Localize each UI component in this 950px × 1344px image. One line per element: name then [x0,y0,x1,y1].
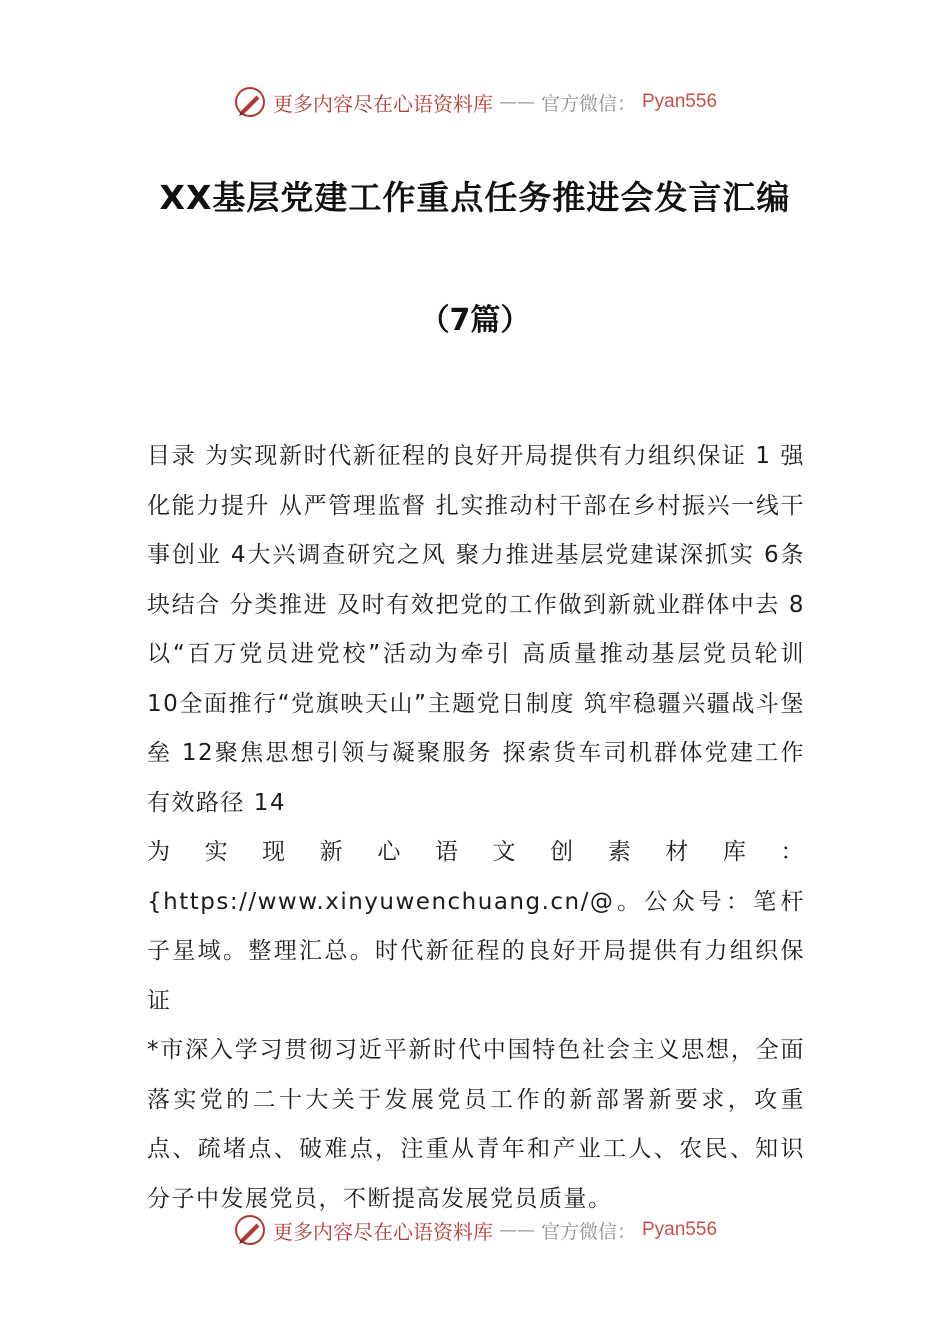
wechat-id: Pyan556 [642,1219,718,1240]
watermark-separator: —— [498,91,535,113]
body-paragraph: *市深入学习贯彻习近平新时代中国特色社会主义思想，全面落实党的二十大关于发展党员工作的新部署新要求，攻重点、疏堵点、破难点，注重从青年和产业工人、农民、知识分子中发展党员，不断提高发展党员质量。 [147,1037,805,1212]
source-note-paragraph: 为实现新心语文创素材库：{https://www.xinyuwenchuang.cn/@。公众号：笔杆子星域。整理汇总。时代新征程的良好开局提供有力组织保证 [147,839,805,1014]
document-subtitle: （7篇） [419,303,531,338]
wechat-label: 官方微信： [540,1220,636,1243]
watermark-separator: —— [498,1219,535,1241]
pen-logo-icon [233,1213,267,1247]
wechat-id: Pyan556 [642,91,718,112]
pen-logo-icon [233,85,267,119]
table-of-contents-paragraph: 目录 为实现新时代新征程的良好开局提供有力组织保证 1 强化能力提升 从严管理监督 扎实推动村干部在乡村振兴一线干事创业 4大兴调查研究之风 聚力推进基层党建谋深抓实 6条块结合 分类推进 及时有效把党的工作做到新就业群体中去 8以“百万党员进党校”活动为牵引 高质量推动基层党员轮训 10全面推行“党旗映天山”主题党日制度 筑牢稳疆兴疆战斗堡垒 12聚焦思想引领与凝聚服务 探索货车司机群体党建工作有效路径 14 [147,443,805,816]
document-body [147,432,805,1224]
header-watermark-banner [0,82,950,122]
watermark-text: 更多内容尽在心语资料库 [272,91,493,116]
footer-watermark-banner [0,1210,950,1250]
watermark-text: 更多内容尽在心语资料库 [272,1219,493,1244]
wechat-label: 官方微信： [540,92,636,115]
document-title: XX基层党建工作重点任务推进会发言汇编 [159,178,791,217]
